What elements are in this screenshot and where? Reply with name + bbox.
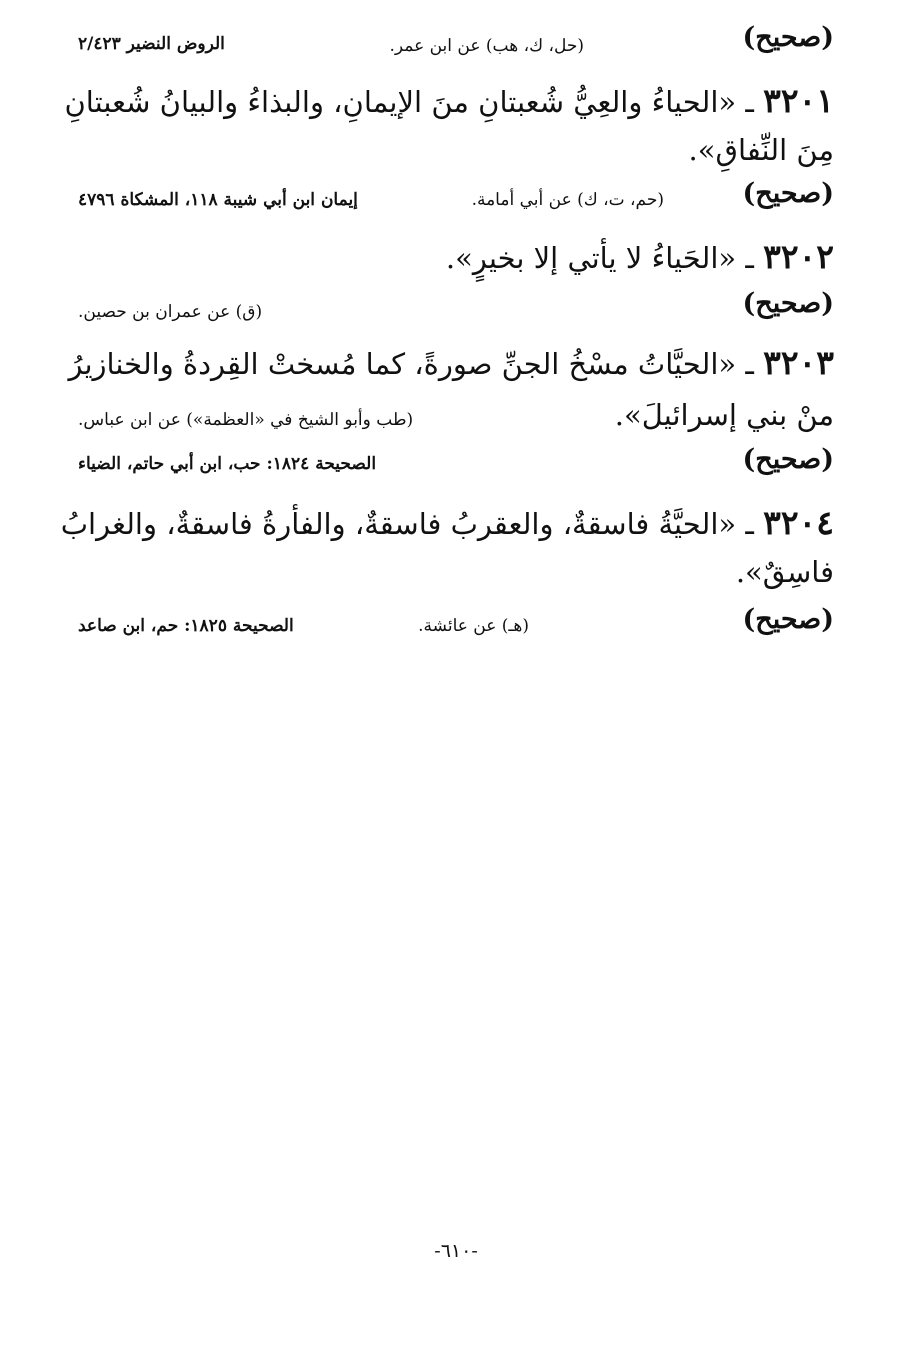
- reference-citation: الروض النضير ٢/٤٢٣: [78, 34, 225, 54]
- hadith-text: «الحيَّةُ فاسقةٌ، والعقربُ فاسقةٌ، والفأرةُ فاسقةٌ، والغرابُ: [60, 507, 737, 541]
- dash: ـ: [745, 85, 754, 119]
- grade-label: (صحيح): [742, 288, 834, 319]
- hadith-3203-line-2-row: [78, 398, 834, 438]
- source-citation: (حم، ت، ك) عن أبي أمامة.: [471, 190, 664, 210]
- entry-3204-footer: [78, 604, 834, 644]
- entry-3202-footer: [78, 288, 834, 328]
- entry-3203-footer: [78, 444, 834, 484]
- hadith-3202-line-1: [78, 237, 834, 276]
- hadith-3201-line-2: مِنَ النِّفاقِ».: [688, 133, 834, 167]
- page-number: -٦١٠-: [434, 1240, 478, 1262]
- hadith-3204-line-1: [60, 503, 834, 542]
- hadith-number: ٣٢٠٢: [763, 237, 834, 276]
- hadith-3201-line-1: [64, 81, 834, 120]
- hadith-number: ٣٢٠١: [763, 81, 834, 120]
- dash: ـ: [745, 507, 754, 541]
- source-citation: (حل، ك، هب) عن ابن عمر.: [389, 36, 584, 56]
- source-citation: (ق) عن عمران بن حصين.: [78, 302, 263, 322]
- hadith-text: «الحياءُ والعِيُّ شُعبتانِ منَ الإيمانِ، والبذاءُ والبيانُ شُعبتانِ: [64, 85, 737, 119]
- hadith-number: ٣٢٠٤: [763, 503, 834, 542]
- reference-citation: إيمان ابن أبي شيبة ١١٨، المشكاة ٤٧٩٦: [78, 190, 358, 210]
- hadith-number: ٣٢٠٣: [763, 343, 834, 382]
- grade-label: (صحيح): [742, 22, 834, 53]
- hadith-3204-line-2: فاسِقٌ».: [735, 555, 834, 589]
- dash: ـ: [745, 241, 754, 275]
- entry-0-footer: [78, 22, 834, 62]
- hadith-text: «الحيَّاتُ مسْخُ الجنِّ صورةً، كما مُسختْ القِردةُ والخنازيرُ: [68, 347, 737, 381]
- reference-citation: الصحيحة ١٨٢٥: حم، ابن صاعد: [78, 616, 294, 636]
- grade-label: (صحيح): [742, 604, 834, 635]
- hadith-3203-line-1: [68, 343, 834, 382]
- grade-label: (صحيح): [742, 444, 834, 475]
- reference-citation: الصحيحة ١٨٢٤: حب، ابن أبي حاتم، الضياء: [78, 454, 377, 474]
- source-citation: (طب وأبو الشيخ في «العظمة») عن ابن عباس.: [78, 410, 414, 430]
- hadith-text: منْ بني إسرائيلَ».: [614, 398, 834, 432]
- entry-3201-footer: [78, 178, 834, 218]
- dash: ـ: [745, 347, 754, 381]
- hadith-text: «الحَياءُ لا يأتي إلا بخيرٍ».: [445, 241, 737, 275]
- grade-label: (صحيح): [742, 178, 834, 209]
- source-citation: (هـ) عن عائشة.: [418, 616, 529, 636]
